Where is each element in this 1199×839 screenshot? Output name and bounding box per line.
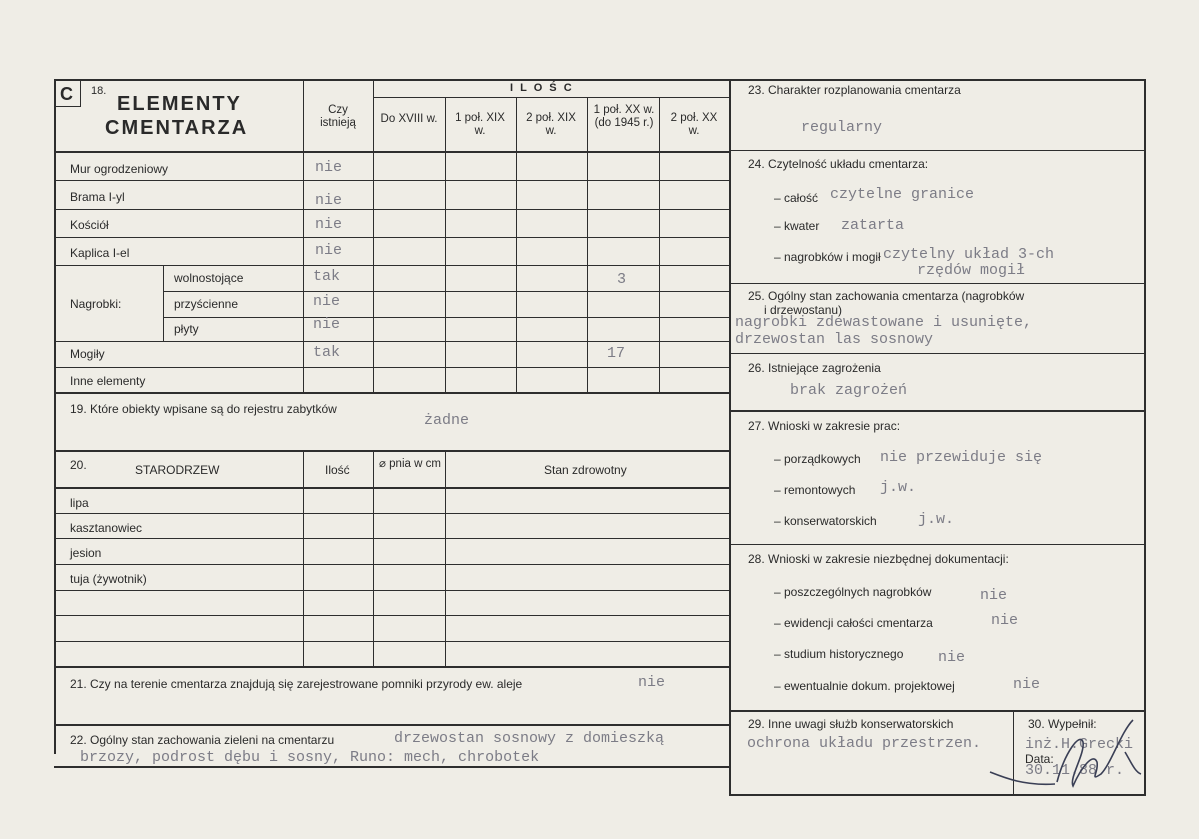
s21-bottom <box>54 724 730 726</box>
s20-number: 20. <box>70 458 87 472</box>
s20-col <box>373 451 374 667</box>
s20-col-ilosc: Ilość <box>325 463 350 477</box>
s22-value-line1: drzewostan sosnowy z domieszką <box>394 730 665 747</box>
s18-czy-value: nie <box>315 216 343 233</box>
s22-label: 22. Ogólny stan zachowania zieleni na cmentarzu <box>70 733 335 747</box>
s18-nagrobki-label: Nagrobki: <box>70 297 122 311</box>
frame-top <box>54 79 1146 81</box>
s28-item-value: nie <box>980 587 1008 604</box>
s20-row-label: jesion <box>70 546 102 560</box>
s18-row-label: Inne elementy <box>70 374 146 388</box>
s18-row-sep <box>163 317 730 318</box>
s26-label: 26. Istniejące zagrożenia <box>748 361 881 375</box>
s18-ilosc-header: I L O Ś C <box>510 82 574 94</box>
s18-row-label: Kościół <box>70 218 109 232</box>
frame-right-bottom <box>731 794 1146 796</box>
s24-kwater-value: zatarta <box>841 217 905 234</box>
s27-item-value: j.w. <box>918 511 955 528</box>
signature-icon <box>985 712 1145 794</box>
s19-label: 19. Które obiekty wpisane są do rejestru zabytków <box>70 402 337 416</box>
s22-value-line2: brzozy, podrost dębu i sosny, Runo: mech, chrobotek <box>80 749 540 766</box>
s30-date: 30.11.88 r. <box>1025 762 1125 779</box>
s18-czy-value: nie <box>315 159 343 176</box>
s18-row-sep <box>54 180 730 181</box>
s24-kwater-label: – kwater <box>774 219 820 233</box>
s18-col-1xix <box>445 97 446 393</box>
s27-item-value: nie przewiduje się <box>880 449 1043 466</box>
s24-nagrobkow-value1: czytelny układ 3-ch <box>883 246 1055 263</box>
s25-value-line1: nagrobki zdewastowane i usunięte, <box>735 314 1033 331</box>
s21-label: 21. Czy na terenie cmentarza znajdują się zarejestrowane pomniki przyrody ew. aleje <box>70 677 523 691</box>
s20-row-sep <box>54 538 730 539</box>
s24-bottom <box>730 283 1145 284</box>
s18-bottom <box>54 392 730 394</box>
s18-row-sep <box>54 265 730 266</box>
s18-row-label: Kaplica I-el <box>70 246 130 260</box>
s26-bottom <box>730 410 1145 412</box>
s20-col <box>303 451 304 667</box>
s18-row-label: Brama I-yl <box>70 190 125 204</box>
s18-period-2-xx: 2 poł. XX w. <box>670 112 718 137</box>
s28-item-value: nie <box>1013 676 1041 693</box>
section-letter: C <box>60 84 73 104</box>
s18-count-value: 3 <box>617 271 627 288</box>
s18-row-sep <box>54 367 730 368</box>
s18-czy-value: nie <box>315 242 343 259</box>
s18-row-label: Mogiły <box>70 347 105 361</box>
s27-item-label: – porządkowych <box>774 452 861 466</box>
s18-czy-value: tak <box>313 344 341 361</box>
s18-title-line2: CMENTARZA <box>105 117 249 139</box>
s18-col-2xix <box>516 97 517 393</box>
s28-item-label: – studium historycznego <box>774 647 904 661</box>
s24-nagrobkow-label: – nagrobków i mogił <box>774 250 881 264</box>
s20-row-label: lipa <box>70 496 89 510</box>
s18-col-2xx <box>659 97 660 393</box>
s29-label: 29. Inne uwagi służb konserwatorskich <box>748 717 954 731</box>
s28-item-value: nie <box>991 612 1019 629</box>
s19-bottom <box>54 450 730 452</box>
s20-title: STARODRZEW <box>135 463 220 477</box>
s28-item-value: nie <box>938 649 966 666</box>
s20-row-label: kasztanowiec <box>70 521 143 535</box>
s24-label: 24. Czytelność układu cmentarza: <box>748 157 929 171</box>
s20-bottom <box>54 666 730 668</box>
s19-value: żadne <box>424 412 470 429</box>
s20-header-bottom <box>54 487 730 489</box>
s28-item-label: – poszczególnych nagrobków <box>774 585 932 599</box>
s18-czy-value: nie <box>313 293 341 310</box>
s18-czy-value: nie <box>315 192 343 209</box>
s24-calosc-label: – całość <box>774 191 819 205</box>
s24-calosc-value: czytelne granice <box>830 186 975 203</box>
s25-value-line2: drzewostan las sosnowy <box>735 331 934 348</box>
s18-header-bottom <box>54 151 730 153</box>
s23-value: regularny <box>801 119 883 136</box>
letter-box-right <box>80 79 81 107</box>
s18-row-label: płyty <box>174 322 199 336</box>
s18-row-label: przyścienne <box>174 297 239 311</box>
s30-name: inż.H.Grecki <box>1025 736 1134 753</box>
s18-period-1-xix: 1 poł. XIX w. <box>455 112 505 137</box>
s24-nagrobkow-value2: rzędów mogił <box>917 262 1026 279</box>
s23-bottom <box>730 150 1145 151</box>
s18-row-label: wolnostojące <box>174 271 244 285</box>
s21-value: nie <box>638 674 666 691</box>
s18-period-2-xix: 2 poł. XIX w. <box>526 112 576 137</box>
s20-col-pnia: ⌀ pnia w cm <box>379 458 441 470</box>
s18-row-sep <box>54 209 730 210</box>
s20-row-sep <box>54 615 730 616</box>
s20-col <box>445 451 446 667</box>
s28-item-label: – ewentualnie dokum. projektowej <box>774 679 955 693</box>
s25-bottom <box>730 353 1145 354</box>
s26-value: brak zagrożeń <box>790 382 908 399</box>
s27-label: 27. Wnioski w zakresie prac: <box>748 419 901 433</box>
s20-row-sep <box>54 564 730 565</box>
s18-number: 18. <box>91 85 107 97</box>
s20-row-sep <box>54 641 730 642</box>
s23-label: 23. Charakter rozplanowania cmentarza <box>748 83 961 97</box>
s18-nagrobki-divider <box>163 265 164 341</box>
s27-item-label: – remontowych <box>774 483 856 497</box>
s25-label-line2: i drzewostanu) <box>764 303 843 317</box>
s30-data-label: Data: <box>1025 752 1054 766</box>
s30-label: 30. Wypełnił: <box>1028 717 1097 731</box>
s18-czy-value: tak <box>313 268 341 285</box>
s18-czy-header: Czy istnieją <box>320 104 356 129</box>
s27-item-label: – konserwatorskich <box>774 514 877 528</box>
s18-czy-value: nie <box>313 316 341 333</box>
s20-row-label: tuja (żywotnik) <box>70 572 147 586</box>
s18-row-sep <box>163 291 730 292</box>
s25-label-line1: 25. Ogólny stan zachowania cmentarza (nagrobków <box>748 289 1025 303</box>
s18-row-sep <box>54 237 730 238</box>
s18-row-label: Mur ogrodzeniowy <box>70 162 169 176</box>
s29-value: ochrona układu przestrzen. <box>747 735 982 752</box>
letter-box-bottom <box>54 106 81 107</box>
s18-row-sep <box>54 341 730 342</box>
s27-bottom <box>730 544 1145 545</box>
s28-item-label: – ewidencji całości cmentarza <box>774 616 933 630</box>
s18-title-line1: ELEMENTY <box>117 93 242 115</box>
frame-left-bottom <box>54 766 731 768</box>
s20-row-sep <box>54 590 730 591</box>
s18-period-do-xviii: Do XVIII w. <box>380 113 438 125</box>
s18-col-1xx <box>587 97 588 393</box>
s28-label: 28. Wnioski w zakresie niezbędnej dokumentacji: <box>748 552 1009 566</box>
s18-ilosc-underline <box>373 97 730 98</box>
s20-row-sep <box>54 513 730 514</box>
s18-period-1-xx: 1 poł. XX w. (do 1945 r.) <box>593 104 655 129</box>
column-divider <box>729 79 731 796</box>
s18-count-value: 17 <box>607 345 626 362</box>
s27-item-value: j.w. <box>880 479 917 496</box>
s20-col-stan: Stan zdrowotny <box>544 463 627 477</box>
frame-right <box>1144 79 1146 796</box>
